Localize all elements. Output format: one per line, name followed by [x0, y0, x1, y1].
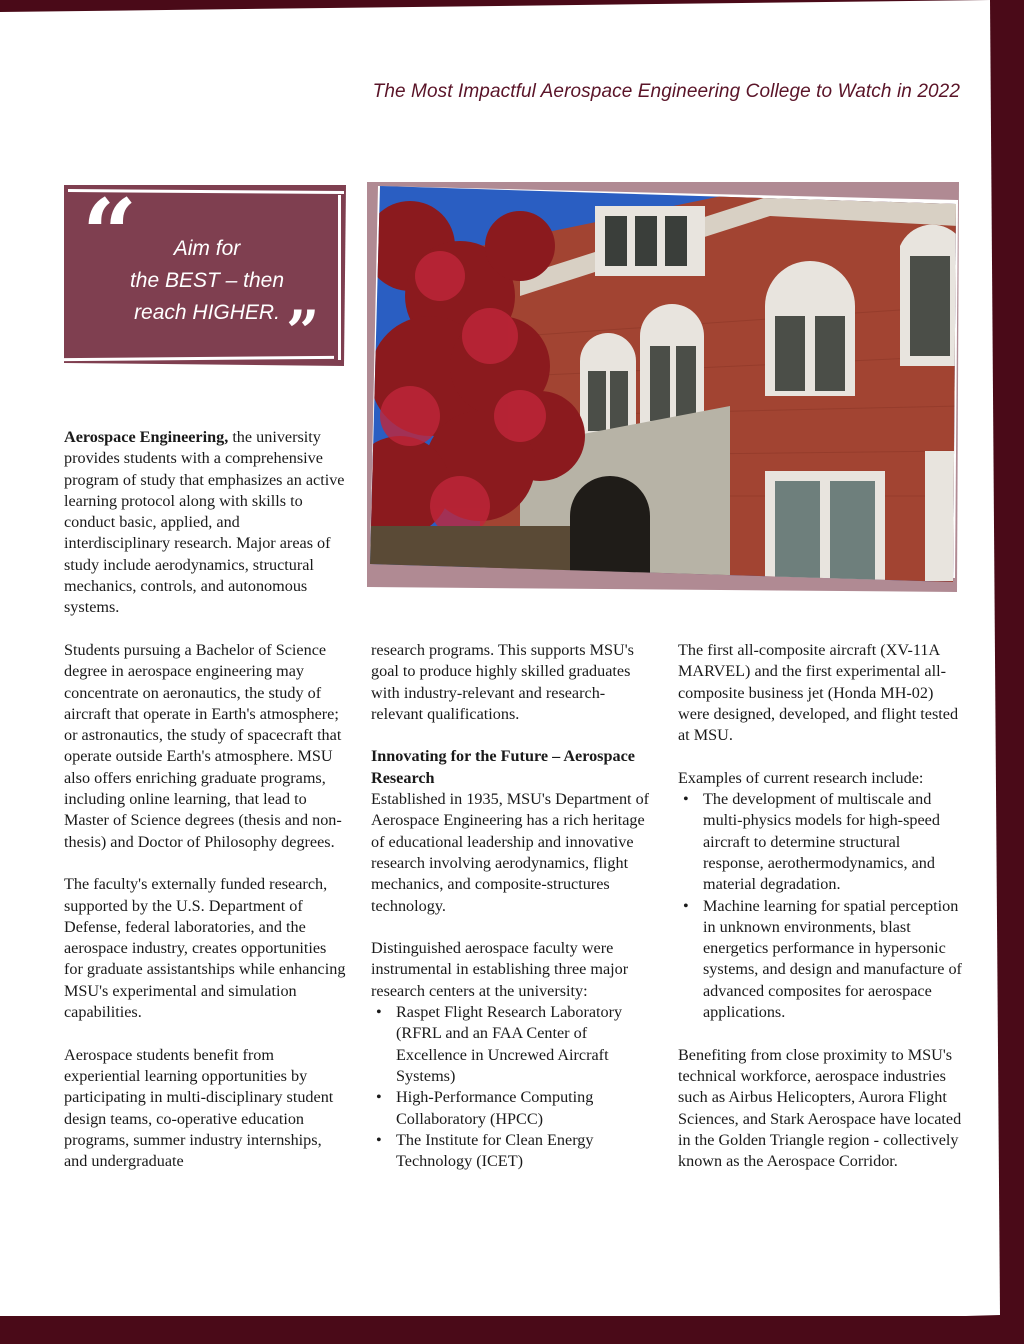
research-list — [678, 789, 962, 1023]
paragraph: Examples of current research include: — [678, 768, 924, 787]
paragraph: Students pursuing a Bachelor of Science degree in aerospace engineering may concentrate on aeronautics, the study of aircraft that operate in Earth's atmosphere; or astronautics, the study of spacecraft that operate outside Earth's atmosphere. MSU also offers enriching graduate programs, including online learning, that lead to Master of Science degrees (thesis and non-thesis) and Doctor of Philosophy degrees. — [64, 640, 342, 851]
intro-text: the university provides students with a comprehensive program of study that emphasizes an active learning protocol along with skills to conduct basic, applied, and interdisciplinary research. Major areas of study include aerodynamics, structural mechanics, controls, and autonomous systems. — [64, 428, 345, 617]
divider — [338, 195, 341, 360]
column-2 — [371, 640, 653, 1194]
column-3 — [678, 640, 962, 1172]
page-title: The Most Impactful Aerospace Engineering College to Watch in 2022 — [372, 81, 960, 102]
list-item: • High-Performance Computing Collaboratory (HPCC) — [371, 1087, 653, 1130]
list-item: • Machine learning for spatial perception in unknown environments, blast energetics performance in hypersonic systems, and design and manufacture of advanced composites for aerospace applications. — [678, 896, 962, 1024]
column-1 — [64, 427, 348, 1172]
paragraph: Aerospace students benefit from experiential learning opportunities by participating in multi-disciplinary student design teams, co-operative education programs, summer industry internships, and undergraduate — [64, 1045, 334, 1171]
photo-frame — [367, 182, 959, 592]
paragraph: Distinguished aerospace faculty were instrumental in establishing three major research centers at the university: — [371, 939, 629, 1000]
intro-bold: Aerospace Engineering, — [64, 428, 229, 446]
bottom-border — [0, 1316, 1024, 1344]
paragraph: Established in 1935, MSU's Department of Aerospace Engineering has a rich heritage of educational leadership and innovative research involving aerodynamics, flight mechanics, and composite-structures technology. — [371, 790, 650, 915]
quote-line: Aim for — [173, 237, 241, 260]
building-illustration — [370, 186, 958, 582]
paragraph — [64, 427, 348, 619]
list-item: • Raspet Flight Research Laboratory (RFRL and an FAA Center of Excellence in Uncrewed Aircraft Systems) — [371, 1002, 653, 1087]
open-quote-icon: “ — [82, 178, 138, 291]
paragraph: research programs. This supports MSU's goal to produce highly skilled graduates with industry-relevant and research-relevant qualifications. — [371, 641, 634, 723]
building-photo — [370, 186, 958, 582]
research-centers-list — [371, 1002, 653, 1172]
quote-box — [64, 178, 346, 366]
paragraph: The faculty's externally funded research, supported by the U.S. Department of Defense, federal laboratories, and the aerospace industry, creates opportunities for graduate assistantships while enhancing MSU's experimental and simulation capabilities. — [64, 875, 346, 1022]
section-heading — [371, 746, 653, 789]
section-heading-text: Innovating for the Future – Aerospace Research — [371, 747, 635, 787]
paragraph: The first all-composite aircraft (XV-11A MARVEL) and the first experimental all-composite business jet (Honda MH-02) were designed, developed, and flight tested at MSU. — [678, 641, 959, 745]
paragraph: Benefiting from close proximity to MSU's technical workforce, aerospace industries such as Airbus Helicopters, Aurora Flight Sciences, and Stark Aerospace have located in the Golden Triangle region - collectively known as the Aerospace Corridor. — [678, 1045, 962, 1171]
list-item: • The Institute for Clean Energy Technology (ICET) — [371, 1130, 653, 1173]
close-quote-icon: ” — [286, 298, 320, 366]
quote-line: reach HIGHER. — [134, 301, 280, 324]
quote-line: the BEST – then — [129, 269, 285, 292]
quote-text — [112, 233, 302, 329]
list-item: • The development of multiscale and multi-physics models for high-speed aircraft to determine structural response, aerothermodynamics, and material degradation. — [678, 789, 962, 895]
